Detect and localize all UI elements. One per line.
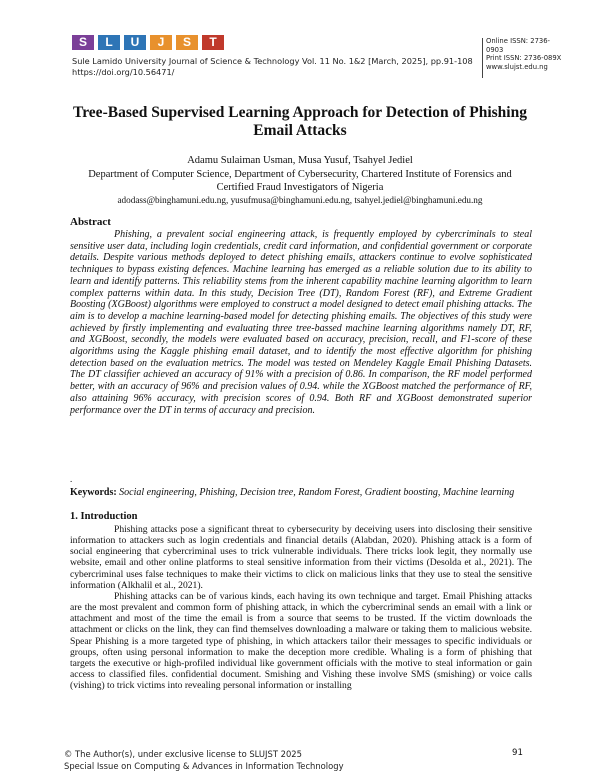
keywords	[70, 487, 532, 499]
footer-license: © The Author(s), under exclusive license to SLUJST 2025	[64, 749, 302, 759]
abstract-body: Phishing, a prevalent social engineering attack, is frequently employed by cybercriminals to steal sensitive user data, including login credentials, credit card information, and confidential government or corporate details. Despite various methods deployed to detect phishing emails, attackers continue to evolve sophisticated techniques to bypass existing defences. Machine learning has emerged as a reliable solution due to its ability to learn and identify patterns. This reliability stems from the inherent capability machine learning algorithm to learn complex patterns within data. In this study, Decision Tree (DT), Random Forest (RF), and Extreme Gradient Boosting (XGBoost) algorithms were employed to construct a model designed to detect email phishing attacks. The aim is to develop a machine learning-based model for detecting phishing emails. The objectives of this study were achieved by firstly implementing and evaluating three tree-bassed machine learning algorithms namely DT, RF, and XGBoost, secondly, the models were evaluated based on accuracy, precision, recall, and F1-score of these algorithms using the Kaggle phishing email dataset, and to identify the most effective algorithm for phishing detection based on the evaluation metrics. The model was tested on Mendeley Kaggle Email Phishing Datasets. The DT classifier achieved an accuracy of 91% with a precision of 0.86. In comparison, the RF model performed better, with an accuracy of 96% and precision values of 0.94. while the XGBoost matched the performance of RF, also attaining 96% accuracy, with precision scores of 0.94. Both RF and XGBoost demonstrated superior performance over the DT in terms of accuracy and precision.	[70, 229, 532, 416]
print-issn: Print ISSN: 2736-089X	[486, 54, 562, 63]
logo-letter: J	[150, 35, 172, 50]
keywords-label: Keywords:	[70, 487, 117, 498]
footer	[64, 748, 344, 772]
journal-line: Sule Lamido University Journal of Science & Technology Vol. 11 No. 1&2 [March, 2025], pp.91-108	[72, 56, 473, 66]
footer-issue: Special Issue on Computing & Advances in Information Technology	[64, 761, 344, 771]
doi-link[interactable]: https://doi.org/10.56471/	[72, 66, 175, 77]
intro-paragraph: Phishing attacks pose a significant threat to cybersecurity by deceiving users into disclosing their sensitive information to attackers such as login credentials and financial details (Alabdan, 2020). Phishing attack is a form of social engineering that cybercriminal uses to trick vulnerable individuals. There tricks look legit, they normally use website, email and other online platforms to steal sensitive information from their victims (Desolda et al., 2021). The cybercriminal uses false techniques to make their victims to click on malicious links that they use to steal the sensitive information (Alkhalil et al., 2021).	[70, 524, 532, 591]
journal-logo	[72, 35, 224, 50]
introduction-heading: 1. Introduction	[70, 511, 138, 522]
abstract-dot: .	[70, 474, 73, 484]
online-issn: Online ISSN: 2736-0903	[486, 37, 551, 54]
paper-title: Tree-Based Supervised Learning Approach for Detection of Phishing Email Attacks	[73, 104, 527, 139]
logo-letter: S	[176, 35, 198, 50]
keywords-text: Social engineering, Phishing, Decision tree, Random Forest, Gradient boosting, Machine learning	[119, 487, 515, 498]
authors: Adamu Sulaiman Usman, Musa Yusuf, Tsahyel Jediel	[187, 155, 413, 166]
header-divider	[482, 38, 483, 78]
logo-letter: S	[72, 35, 94, 50]
page-number: 91	[512, 748, 523, 758]
logo-letter: L	[98, 35, 120, 50]
issn-block	[486, 37, 566, 71]
abstract-heading: Abstract	[70, 216, 111, 228]
author-emails: adodass@binghamuni.edu.ng, yusufmusa@binghamuni.edu.ng, tsahyel.jediel@binghamuni.edu.ng	[117, 195, 483, 205]
logo-letter: T	[202, 35, 224, 50]
affiliation: Department of Computer Science, Department of Cybersecurity, Chartered Institute of Forensics and Certified Fraud Investigators of Nigeria	[88, 169, 512, 193]
intro-paragraph: Phishing attacks can be of various kinds, each having its own technique and target. Email Phishing attacks are the most prevalent and common form of phishing attack, in which the cybercriminal sends an email with a link or attachment and most of the time the email is from a source that seems to be trusted. If the victim downloads the attachment or clicks on the link, they can find themselves downloading a malware or taking them to malicious website. Spear Phishing is a more targeted type of phishing, in which attackers tailor their messages to specific individuals or groups, often using personal information to make the deception more credible. Whaling is a form of phishing that targets the executive or high-profiled individual like government officials with the motive to steal information or gain access to classified files. confidential document. Smishing and Vishing these involve SMS (smishing) or voice calls (vishing) to trick victims into revealing personal information or installing	[70, 590, 532, 692]
website-link[interactable]: www.slujst.edu.ng	[486, 62, 548, 71]
introduction-body	[70, 524, 532, 691]
journal-header	[72, 56, 492, 77]
logo-letter: U	[124, 35, 146, 50]
